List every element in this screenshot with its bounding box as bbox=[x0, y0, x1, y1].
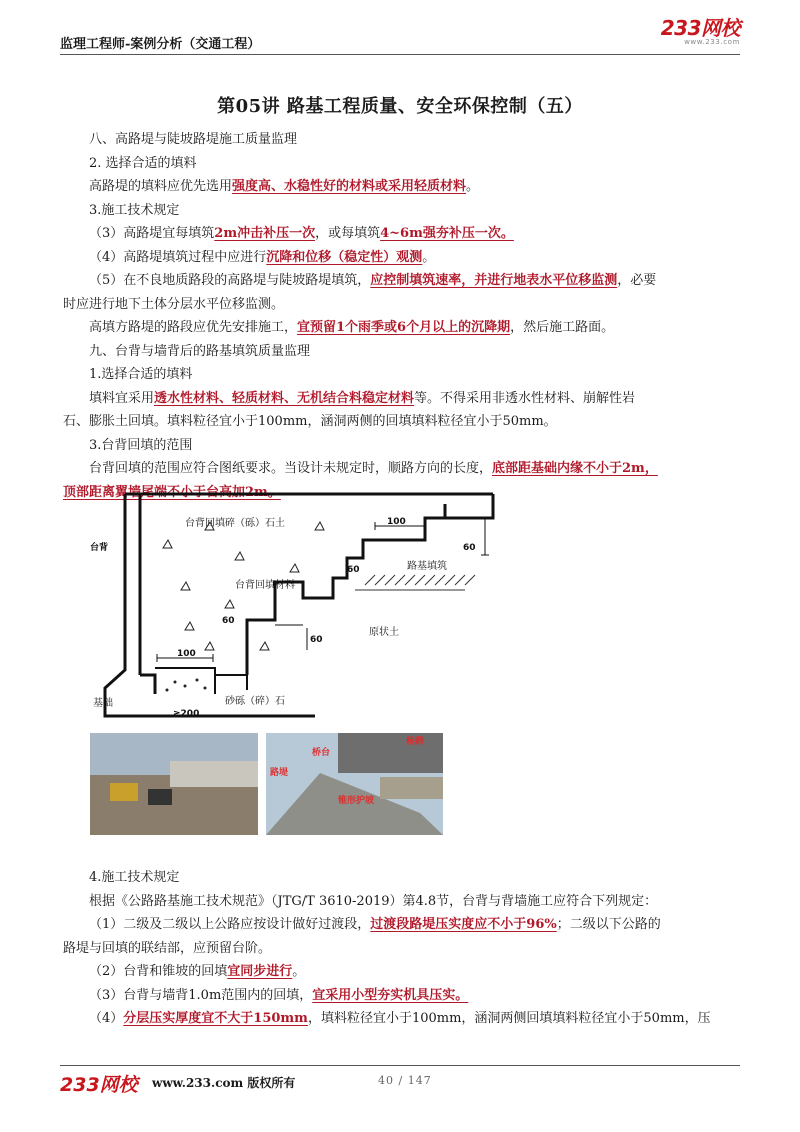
highlighted-text: 强度高、水稳性好的材料或采用轻质材料 bbox=[232, 179, 467, 194]
text-line bbox=[63, 222, 741, 246]
dim-60-mid: 60 bbox=[347, 565, 360, 575]
highlighted-text: 过渡段路堤压实度应不小于96% bbox=[370, 917, 557, 932]
label-abutment: 台背 bbox=[90, 543, 109, 553]
highlighted-text: 宜预留1个雨季或6个月以上的沉降期 bbox=[297, 320, 511, 335]
text-line bbox=[63, 128, 741, 152]
label-backfill: 台背回填材料 bbox=[235, 580, 295, 591]
text-run: ；二级以下公路的 bbox=[556, 917, 661, 932]
dim-100-top: 100 bbox=[387, 517, 406, 527]
text-run: （5）在不良地质路段的高路堤与陡坡路堤填筑， bbox=[89, 273, 371, 288]
highlighted-text: 应控制填筑速率，并进行地表水平位移监测 bbox=[370, 273, 618, 288]
text-run: （1）二级及二级以上公路应按设计做好过渡段， bbox=[89, 917, 371, 932]
text-run: 2. 选择合适的填料 bbox=[89, 155, 197, 171]
text-run: （3）高路堤宜每填筑 bbox=[89, 226, 215, 241]
highlighted-text: 宜同步进行 bbox=[227, 964, 293, 979]
footer-logo: 233网校 bbox=[60, 1074, 138, 1096]
highlighted-text: 宜采用小型夯实机具压实。 bbox=[312, 987, 469, 1003]
text-run: 3.台背回填的范围 bbox=[89, 437, 193, 453]
label-bridge-span: 桥跨 bbox=[406, 737, 425, 747]
document-title: 监理工程师-案例分析（交通工程） bbox=[60, 37, 261, 52]
highlighted-text: 透水性材料、轻质材料、无机结合料稳定材料 bbox=[154, 390, 415, 406]
text-run: 。 bbox=[422, 249, 436, 265]
text-line bbox=[63, 293, 741, 317]
text-line bbox=[63, 387, 741, 411]
embankment-edge bbox=[425, 494, 493, 518]
text-run: 1.选择合适的填料 bbox=[89, 367, 193, 382]
lecture-title: 第05讲 路基工程质量、安全环保控制（五） bbox=[217, 96, 583, 117]
dim-line-60-right bbox=[481, 518, 489, 555]
label-gravel-fill: 台背回填碎（砾）石土 bbox=[185, 518, 285, 529]
footer-divider bbox=[60, 1065, 740, 1066]
dim-200: ≥200 bbox=[173, 709, 200, 719]
highlighted-text: 2m冲击补压一次 bbox=[214, 226, 316, 241]
ground-hatch bbox=[355, 575, 475, 590]
foundation-block bbox=[215, 675, 247, 690]
text-run: 。 bbox=[292, 964, 306, 979]
label-photo-embankment: 路堤 bbox=[270, 768, 289, 778]
text-run: （2）台背和锥坡的回填 bbox=[89, 964, 228, 979]
abutment-inner-wall bbox=[140, 494, 155, 694]
text-line bbox=[63, 175, 741, 199]
brand-logo bbox=[661, 18, 740, 47]
text-run: 时应进行地下土体分层水平位移监测。 bbox=[63, 296, 285, 312]
text-run: （3）台背与墙背1.0m范围内的回填， bbox=[89, 987, 313, 1003]
highlighted-text: 4~6m强夯补压一次。 bbox=[380, 226, 514, 241]
text-line bbox=[63, 434, 741, 458]
text-line bbox=[63, 410, 741, 434]
text-run: 高路堤的填料应优先选用 bbox=[89, 179, 233, 194]
site-photos bbox=[90, 733, 443, 835]
text-line bbox=[63, 913, 741, 937]
label-gravel: 砂砾（碎）石 bbox=[225, 696, 285, 707]
header-divider bbox=[60, 54, 740, 55]
text-line bbox=[63, 246, 741, 270]
photo-cone-slope bbox=[266, 733, 443, 835]
text-run: （4）高路堤填筑过程中应进行 bbox=[89, 249, 267, 265]
page-header bbox=[60, 0, 740, 58]
text-run: ，必要 bbox=[617, 273, 657, 288]
text-line bbox=[63, 269, 741, 293]
text-run: 等。不得采用非透水性材料、崩解性岩 bbox=[414, 390, 636, 406]
dim-60-step: 60 bbox=[222, 616, 235, 626]
text-line bbox=[63, 340, 741, 364]
text-line bbox=[63, 866, 741, 890]
text-run: ，然后施工路面。 bbox=[510, 320, 615, 335]
body-text-lower bbox=[63, 866, 741, 1031]
text-line bbox=[63, 890, 741, 914]
label-original-soil: 原状土 bbox=[369, 627, 399, 638]
text-line bbox=[63, 1007, 741, 1031]
text-line bbox=[63, 152, 741, 176]
text-line bbox=[63, 937, 741, 961]
text-line bbox=[63, 363, 741, 387]
photo-construction-site bbox=[90, 733, 258, 835]
dim-60-right: 60 bbox=[463, 543, 476, 553]
body-text-upper bbox=[63, 128, 741, 504]
highlighted-text: 沉降和位移（稳定性）观测 bbox=[266, 249, 423, 265]
text-run: 石、膨胀土回填。填料粒径宜小于100mm，涵洞两侧的回填填料粒径宜小于50mm。 bbox=[63, 414, 557, 429]
text-run: 3.施工技术规定 bbox=[89, 202, 180, 218]
highlighted-text: 分层压实厚度宜不大于150mm bbox=[123, 1011, 308, 1026]
text-line bbox=[63, 316, 741, 340]
text-run: 4.施工技术规定 bbox=[89, 870, 180, 885]
text-run: 路堤与回填的联结部，应预留台阶。 bbox=[63, 940, 272, 956]
text-run: 九、台背与墙背后的路基填筑质量监理 bbox=[89, 343, 311, 359]
text-run: 台背回填的范围应符合图纸要求。当设计未规定时，顺路方向的长度， bbox=[89, 461, 493, 476]
dim-100-bottom: 100 bbox=[177, 649, 196, 659]
text-line bbox=[63, 984, 741, 1008]
text-line bbox=[63, 457, 741, 481]
dim-60-vert: 60 bbox=[310, 635, 323, 645]
text-run: 八、高路堤与陡坡路堤施工质量监理 bbox=[89, 132, 298, 147]
highlighted-text: 底部距基础内缘不小于2m， bbox=[492, 461, 658, 476]
page-number: 40 / 147 bbox=[378, 1074, 432, 1087]
copyright-text: www.233.com 版权所有 bbox=[152, 1076, 296, 1090]
label-cone-slope: 锥形护坡 bbox=[338, 796, 375, 806]
text-run: 填料宜采用 bbox=[89, 390, 155, 406]
text-line bbox=[63, 199, 741, 223]
gravel-box bbox=[155, 668, 215, 694]
text-run: ，填料粒径宜小于100mm，涵洞两侧回填填料粒径宜小于50mm，压 bbox=[307, 1011, 711, 1026]
highlighted-text: 顶部距离翼墙尾端不小于台高加2m。 bbox=[63, 484, 281, 500]
text-line bbox=[63, 960, 741, 984]
text-run: ，或每填筑 bbox=[315, 226, 381, 241]
text-run: （4） bbox=[89, 1011, 124, 1026]
label-foundation: 基础 bbox=[93, 698, 113, 709]
label-bridge-abutment: 桥台 bbox=[312, 748, 331, 758]
page-footer bbox=[60, 1060, 740, 1100]
label-embankment: 路基填筑 bbox=[407, 561, 447, 572]
text-run: 。 bbox=[466, 179, 480, 194]
text-run: 高填方路堤的路段应优先安排施工， bbox=[89, 320, 298, 335]
text-run: 根据《公路路基施工技术规范》（JTG/T 3610-2019）第4.8节，台背与背墙施工应符合下列规定： bbox=[89, 893, 658, 909]
logo-text: 233网校 bbox=[660, 16, 740, 40]
logo-url: www.233.com bbox=[684, 38, 740, 46]
backfill-section-diagram bbox=[85, 490, 500, 722]
